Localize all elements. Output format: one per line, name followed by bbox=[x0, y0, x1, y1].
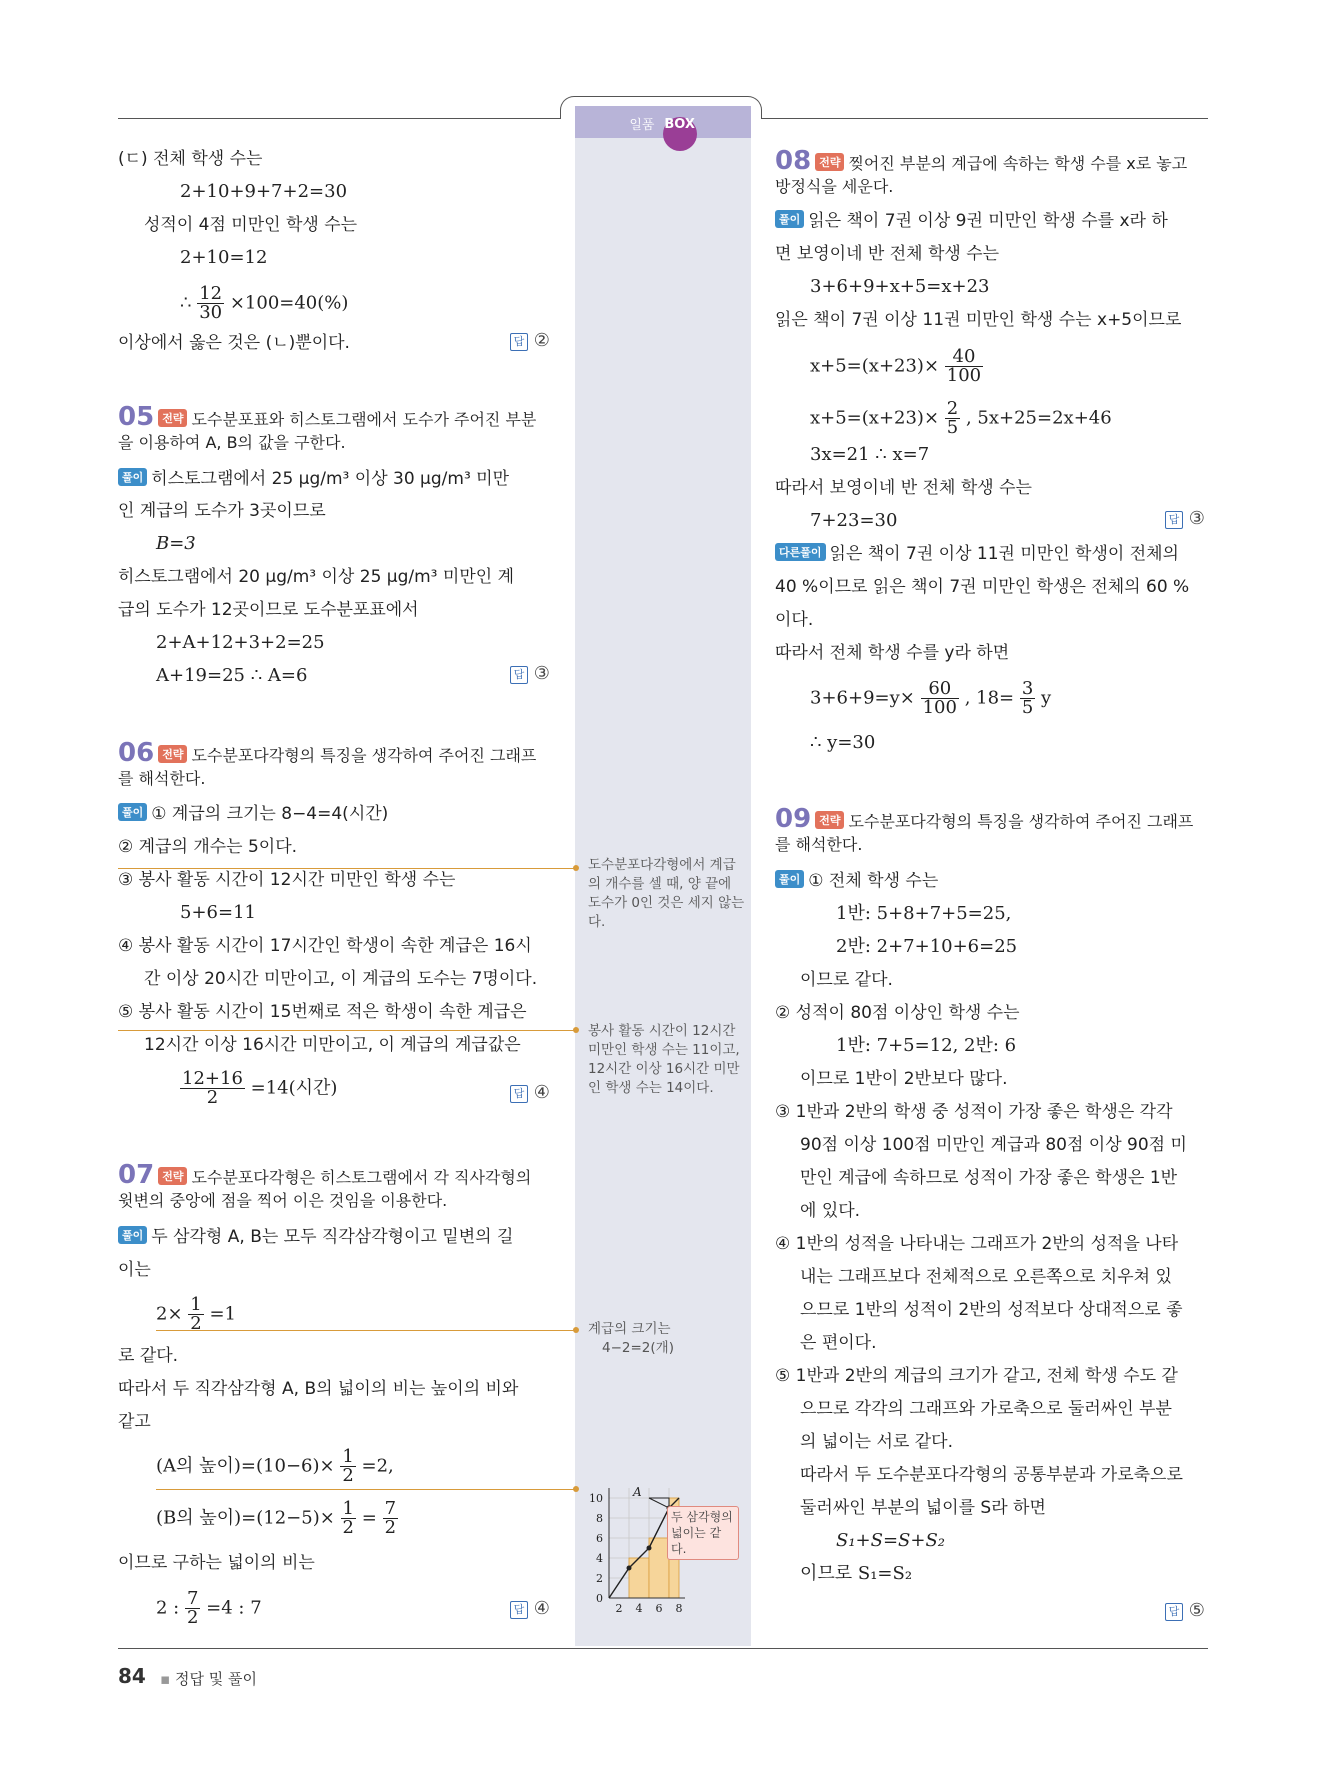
intro-line: 성적이 4점 미만인 학생 수는 bbox=[144, 215, 358, 235]
q05-strategy: 을 이용하여 A, B의 값을 구한다. bbox=[118, 433, 346, 452]
connector-dot bbox=[573, 1027, 579, 1033]
q06-line: ⑤ 봉사 활동 시간이 15번째로 적은 학생이 속한 계급은 bbox=[118, 1002, 527, 1022]
question-number: 05 bbox=[118, 402, 155, 432]
q09-line: 만인 계급에 속하므로 성적이 가장 좋은 학생은 1반 bbox=[800, 1168, 1178, 1188]
q09-line: ③ 1반과 2반의 학생 중 성적이 가장 좋은 학생은 각각 bbox=[775, 1102, 1173, 1122]
q07-line: 따라서 두 직각삼각형 A, B의 넓이의 비는 높이의 비와 bbox=[118, 1379, 519, 1399]
note-connector bbox=[118, 868, 576, 869]
q09-eq: 이므로 S₁=S₂ bbox=[800, 1563, 913, 1584]
question-number: 07 bbox=[118, 1160, 155, 1190]
answer-mark: 답 ⑤ bbox=[1165, 1600, 1205, 1621]
q09-line: 으므로 각각의 그래프와 가로축으로 둘러싸인 부분 bbox=[800, 1399, 1172, 1419]
q08-line: 따라서 보영이네 반 전체 학생 수는 bbox=[775, 478, 1032, 498]
q05-eq: 2+A+12+3+2=25 bbox=[156, 632, 325, 653]
strategy-tag: 전략 bbox=[158, 1167, 187, 1185]
q08-alt-line: 이다. bbox=[775, 610, 814, 630]
q09-line: ② 성적이 80점 이상인 학생 수는 bbox=[775, 1003, 1020, 1023]
note-connector bbox=[156, 1489, 576, 1490]
q09-line: ⑤ 1반과 2반의 계급의 크기가 같고, 전체 학생 수도 같 bbox=[775, 1366, 1178, 1386]
q08-alt-line: 따라서 전체 학생 수를 y라 하면 bbox=[775, 643, 1010, 663]
mini-graph-callout: 두 삼각형의 넓이는 같다. bbox=[667, 1506, 739, 1560]
page-number: 84 bbox=[118, 1664, 146, 1688]
question-number: 08 bbox=[775, 146, 812, 176]
q05-line: 인 계급의 도수가 3곳이므로 bbox=[118, 501, 326, 521]
answer-mark: 답 ③ bbox=[510, 663, 550, 684]
strategy-tag: 전략 bbox=[815, 153, 844, 171]
q06-line: 12시간 이상 16시간 미만이고, 이 계급의 계급값은 bbox=[144, 1035, 521, 1055]
note-connector bbox=[156, 1330, 576, 1331]
solution-tag: 풀이 bbox=[775, 870, 804, 888]
q09-line: 의 넓이는 서로 같다. bbox=[800, 1432, 953, 1452]
q09-eq: 1반: 5+8+7+5=25, bbox=[836, 903, 1012, 924]
q08-eq-fraction: x+5=(x+23)× $\frac{40}{100}$ bbox=[810, 346, 982, 386]
q08-alt-solution: 다른풀이 읽은 책이 7권 이상 11권 미만인 학생이 전체의 bbox=[775, 541, 1179, 567]
q09-line: 따라서 두 도수분포다각형의 공통부분과 가로축으로 bbox=[800, 1465, 1183, 1485]
q09-line: 이므로 1반이 2반보다 많다. bbox=[800, 1069, 1008, 1089]
x-tick: 4 bbox=[635, 1602, 643, 1615]
q09-line: ④ 1반의 성적을 나타내는 그래프가 2반의 성적을 나타 bbox=[775, 1234, 1179, 1254]
connector-dot bbox=[573, 1486, 579, 1492]
y-tick: 6 bbox=[596, 1532, 603, 1545]
q06-line: ② 계급의 개수는 5이다. bbox=[118, 837, 298, 857]
connector-dot bbox=[573, 1327, 579, 1333]
q06-strategy: 를 해석한다. bbox=[118, 769, 206, 788]
solution-tag: 풀이 bbox=[118, 468, 147, 486]
q09-eq: S₁+S=S+S₂ bbox=[836, 1530, 946, 1551]
question-number: 09 bbox=[775, 804, 812, 834]
box-label: 일품 bbox=[629, 118, 655, 133]
q06-eq-fraction: $\frac{12+16}{2}$ =14(시간) bbox=[182, 1068, 338, 1108]
alt-solution-tag: 다른풀이 bbox=[775, 543, 826, 561]
x-tick: 6 bbox=[655, 1602, 663, 1615]
q08-line: 면 보영이네 반 전체 학생 수는 bbox=[775, 244, 1000, 264]
q08-alt-eq: ∴ y=30 bbox=[810, 732, 876, 753]
mini-label-a: A bbox=[633, 1485, 642, 1499]
intro-eq: 2+10=12 bbox=[180, 247, 268, 268]
strategy-tag: 전략 bbox=[815, 811, 844, 829]
q07-eq-fraction: (B의 높이)=(12−5)× $\frac{1}{2}$ = $\frac{7}{2}$ bbox=[156, 1498, 397, 1538]
q08-eq: 3x=21 ∴ x=7 bbox=[810, 444, 930, 465]
q08-alt-eq: 3+6+9=y× $\frac{60}{100}$ , 18= $\frac{3}{5}$ y bbox=[810, 678, 1052, 718]
q09-line: 90점 이상 100점 미만인 계급과 80점 이상 90점 미 bbox=[800, 1135, 1187, 1155]
side-note: 봉사 활동 시간이 12시간 미만인 학생 수는 11이고, 12시간 이상 16시간 미만인 학생 수는 14이다. bbox=[588, 1023, 740, 1096]
q05-eq: A+19=25 ∴ A=6 bbox=[156, 665, 308, 686]
side-note: 계급의 크기는 4−2=2(개) bbox=[588, 1321, 674, 1356]
q08-line: 읽은 책이 7권 이상 11권 미만인 학생 수는 x+5이므로 bbox=[775, 310, 1182, 330]
y-tick: 0 bbox=[596, 1592, 603, 1605]
strategy-tag: 전략 bbox=[158, 409, 187, 427]
y-tick: 8 bbox=[596, 1512, 603, 1525]
q07-eq-fraction: 2× $\frac{1}{2}$ =1 bbox=[156, 1294, 237, 1334]
answer-mark: 답 ② bbox=[510, 330, 550, 351]
strategy-tag: 전략 bbox=[158, 745, 187, 763]
intro-eq-fraction: ∴ $\frac{12}{30}$ ×100=40(%) bbox=[180, 283, 349, 323]
q07-eq-fraction: 2 : $\frac{7}{2}$ =4 : 7 bbox=[156, 1588, 262, 1628]
answer-mark: 답 ④ bbox=[510, 1598, 550, 1619]
q07-line: 이므로 구하는 넓이의 비는 bbox=[118, 1553, 315, 1573]
q09-eq: 2반: 2+7+10+6=25 bbox=[836, 936, 1018, 957]
q07-strategy: 윗변의 중앙에 점을 찍어 이은 것임을 이용한다. bbox=[118, 1191, 448, 1210]
connector-dot bbox=[573, 865, 579, 871]
q08-eq: 7+23=30 bbox=[810, 510, 898, 531]
box-badge: BOX bbox=[663, 117, 697, 151]
page-label: ▪ 정답 및 풀이 bbox=[160, 1670, 257, 1688]
q08-header: 08 전략 찢어진 부분의 계급에 속하는 학생 수를 x로 놓고 bbox=[775, 146, 1188, 176]
x-tick: 2 bbox=[615, 1602, 623, 1615]
q05-line: 급의 도수가 12곳이므로 도수분포표에서 bbox=[118, 600, 419, 620]
y-tick: 4 bbox=[596, 1552, 603, 1565]
q06-line: ④ 봉사 활동 시간이 17시간인 학생이 속한 계급은 16시 bbox=[118, 936, 532, 956]
q07-solution: 풀이 두 삼각형 A, B는 모두 직각삼각형이고 밑변의 길 bbox=[118, 1224, 513, 1250]
q09-line: 은 편이다. bbox=[800, 1333, 877, 1353]
footer-rule bbox=[118, 1648, 1208, 1649]
q06-line: 간 이상 20시간 미만이고, 이 계급의 도수는 7명이다. bbox=[144, 969, 538, 989]
q09-eq: 1반: 7+5=12, 2반: 6 bbox=[836, 1035, 1017, 1056]
q05-solution: 풀이 히스토그램에서 25 μg/m³ 이상 30 μg/m³ 미만 bbox=[118, 466, 509, 492]
q08-solution: 풀이 읽은 책이 7권 이상 9권 미만인 학생 수를 x라 하 bbox=[775, 208, 1168, 234]
q05-line: 히스토그램에서 20 μg/m³ 이상 25 μg/m³ 미만인 계 bbox=[118, 567, 514, 587]
q09-strategy: 를 해석한다. bbox=[775, 835, 863, 854]
q09-header: 09 전략 도수분포다각형의 특징을 생각하여 주어진 그래프 bbox=[775, 804, 1194, 834]
answer-mark: 답 ③ bbox=[1165, 508, 1205, 529]
q09-line: 둘러싸인 부분의 넓이를 S라 하면 bbox=[800, 1498, 1046, 1518]
q07-header: 07 전략 도수분포다각형은 히스토그램에서 각 직사각형의 bbox=[118, 1160, 532, 1190]
q09-line: 내는 그래프보다 전체적으로 오른쪽으로 치우쳐 있 bbox=[800, 1267, 1172, 1287]
solution-tag: 풀이 bbox=[118, 1226, 147, 1244]
answer-mark: 답 ④ bbox=[510, 1082, 550, 1103]
x-tick: 8 bbox=[675, 1602, 683, 1615]
q08-eq-fraction: x+5=(x+23)× $\frac{2}{5}$ , 5x+25=2x+46 bbox=[810, 398, 1112, 438]
q08-alt-line: 40 %이므로 읽은 책이 7권 미만인 학생은 전체의 60 % bbox=[775, 577, 1190, 597]
question-number: 06 bbox=[118, 738, 155, 768]
q09-solution: 풀이 ① 전체 학생 수는 bbox=[775, 868, 938, 894]
intro-eq: 2+10+9+7+2=30 bbox=[180, 181, 348, 202]
header-rule-left bbox=[118, 118, 563, 119]
q06-eq: 5+6=11 bbox=[180, 902, 256, 923]
q06-line: ③ 봉사 활동 시간이 12시간 미만인 학생 수는 bbox=[118, 870, 456, 890]
solution-tag: 풀이 bbox=[775, 210, 804, 228]
q09-line: 이므로 같다. bbox=[800, 970, 893, 990]
solution-tag: 풀이 bbox=[118, 803, 147, 821]
q07-eq-fraction: (A의 높이)=(10−6)× $\frac{1}{2}$ =2, bbox=[156, 1446, 394, 1486]
q09-line: 에 있다. bbox=[800, 1201, 861, 1221]
intro-line: (ㄷ) 전체 학생 수는 bbox=[118, 149, 263, 169]
q07-line: 이는 bbox=[118, 1260, 151, 1280]
q07-line: 로 같다. bbox=[118, 1346, 179, 1366]
box-title bbox=[575, 106, 751, 138]
q08-eq: 3+6+9+x+5=x+23 bbox=[810, 276, 990, 297]
y-tick: 2 bbox=[596, 1572, 603, 1585]
header-rule-right bbox=[758, 118, 1208, 119]
q06-solution: 풀이 ① 계급의 크기는 8−4=4(시간) bbox=[118, 801, 388, 827]
note-connector bbox=[118, 1030, 576, 1031]
q05-header: 05 전략 도수분포표와 히스토그램에서 도수가 주어진 부분 bbox=[118, 402, 537, 432]
q06-header: 06 전략 도수분포다각형의 특징을 생각하여 주어진 그래프 bbox=[118, 738, 537, 768]
y-tick: 10 bbox=[589, 1492, 603, 1505]
q07-line: 같고 bbox=[118, 1412, 151, 1432]
q05-eq: B=3 bbox=[156, 533, 196, 554]
side-note: 도수분포다각형에서 계급의 개수를 셀 때, 양 끝에 도수가 0인 것은 세지 않는다. bbox=[588, 857, 745, 930]
q08-strategy: 방정식을 세운다. bbox=[775, 177, 894, 196]
intro-conclusion: 이상에서 옳은 것은 (ㄴ)뿐이다. bbox=[118, 333, 350, 353]
q09-line: 으므로 1반의 성적이 2반의 성적보다 상대적으로 좋 bbox=[800, 1300, 1183, 1320]
